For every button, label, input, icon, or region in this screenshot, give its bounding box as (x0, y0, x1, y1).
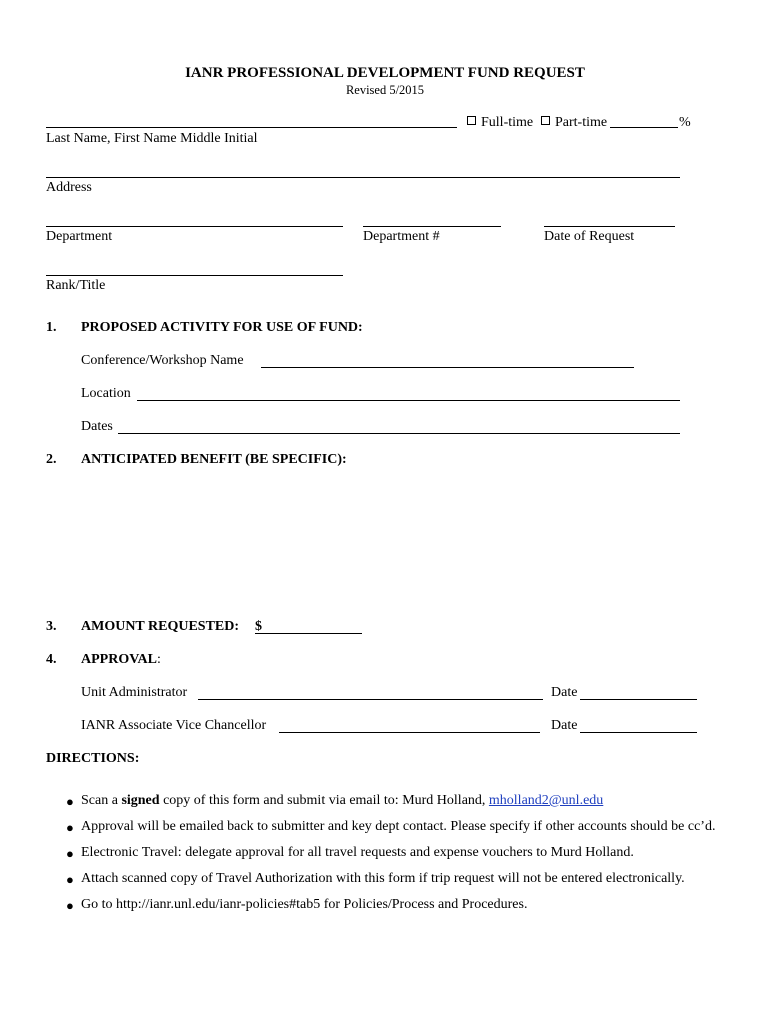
vice-chancellor-date-field[interactable] (580, 732, 697, 733)
unit-admin-date-field[interactable] (580, 699, 697, 700)
unit-admin-date-label: Date (551, 685, 578, 700)
fulltime-label: Full-time (481, 115, 534, 130)
section1-heading: PROPOSED ACTIVITY FOR USE OF FUND: (81, 320, 363, 335)
vice-chancellor-signature-field[interactable] (279, 732, 540, 733)
direction-item-4: Attach scanned copy of Travel Authorization with this form if trip request will not be entered electronically. (81, 871, 685, 886)
rank-title-field[interactable] (46, 275, 343, 276)
department-field[interactable] (46, 226, 343, 227)
directions-heading: DIRECTIONS: (46, 751, 140, 766)
direction-item-1: Scan a signed copy of this form and submit via email to: Murd Holland, mholland2@unl.edu (81, 793, 604, 808)
vice-chancellor-label: IANR Associate Vice Chancellor (81, 718, 267, 733)
unit-admin-signature-field[interactable] (198, 699, 543, 700)
dates-label: Dates (81, 419, 113, 434)
section4-number: 4. (46, 652, 57, 667)
date-of-request-label: Date of Request (544, 229, 635, 244)
section4-colon: : (156, 652, 161, 667)
date-of-request-field[interactable] (544, 226, 675, 227)
rank-title-label: Rank/Title (46, 278, 106, 293)
bullet-marker: ● (66, 898, 74, 913)
department-number-label: Department # (363, 229, 440, 244)
direction-item-5: Go to http://ianr.unl.edu/ianr-policies#tab5 for Policies/Process and Procedures. (81, 897, 528, 912)
unit-admin-label: Unit Administrator (81, 685, 188, 700)
bullet-marker: ● (66, 872, 74, 887)
signed-emphasis: signed (121, 793, 160, 808)
name-field[interactable] (46, 127, 457, 128)
revision-date: Revised 5/2015 (345, 83, 425, 97)
dates-field[interactable] (118, 433, 680, 434)
direction-item-2: Approval will be emailed back to submitter and key dept contact. Please specify if other accounts should be cc’d. (81, 819, 716, 834)
parttime-label: Part-time (555, 115, 608, 130)
fulltime-option[interactable] (467, 115, 533, 131)
parttime-percent-field[interactable] (610, 127, 678, 128)
location-label: Location (81, 386, 131, 401)
conference-name-label: Conference/Workshop Name (81, 353, 244, 368)
direction-item-3: Electronic Travel: delegate approval for all travel requests and expense vouchers to Murd Holland. (81, 845, 634, 860)
vice-chancellor-date-label: Date (551, 718, 578, 733)
section3-heading: AMOUNT REQUESTED: (81, 619, 240, 634)
email-link[interactable]: mholland2@unl.edu (488, 793, 604, 808)
bullet-marker: ● (66, 820, 74, 835)
bullet-marker: ● (66, 794, 74, 809)
parttime-option[interactable] (541, 115, 607, 131)
department-label: Department (46, 229, 113, 244)
parttime-checkbox[interactable] (541, 116, 550, 125)
fulltime-checkbox[interactable] (467, 116, 476, 125)
section2-heading: ANTICIPATED BENEFIT (BE SPECIFIC): (81, 452, 347, 467)
conference-name-field[interactable] (261, 367, 634, 368)
department-number-field[interactable] (363, 226, 501, 227)
section4-heading: APPROVAL (81, 652, 157, 667)
currency-symbol: $ (255, 619, 262, 634)
form-title: IANR PROFESSIONAL DEVELOPMENT FUND REQUEST (185, 65, 585, 81)
section2-number: 2. (46, 452, 57, 467)
bullet-marker: ● (66, 846, 74, 861)
section4-heading-wrap (81, 652, 161, 668)
name-label: Last Name, First Name Middle Initial (46, 131, 258, 146)
address-label: Address (46, 180, 92, 195)
amount-requested-field[interactable] (255, 633, 362, 634)
address-field[interactable] (46, 177, 680, 178)
percent-symbol: % (679, 115, 691, 130)
section3-number: 3. (46, 619, 57, 634)
anticipated-benefit-area[interactable] (81, 474, 681, 604)
location-field[interactable] (137, 400, 680, 401)
section1-number: 1. (46, 320, 57, 335)
